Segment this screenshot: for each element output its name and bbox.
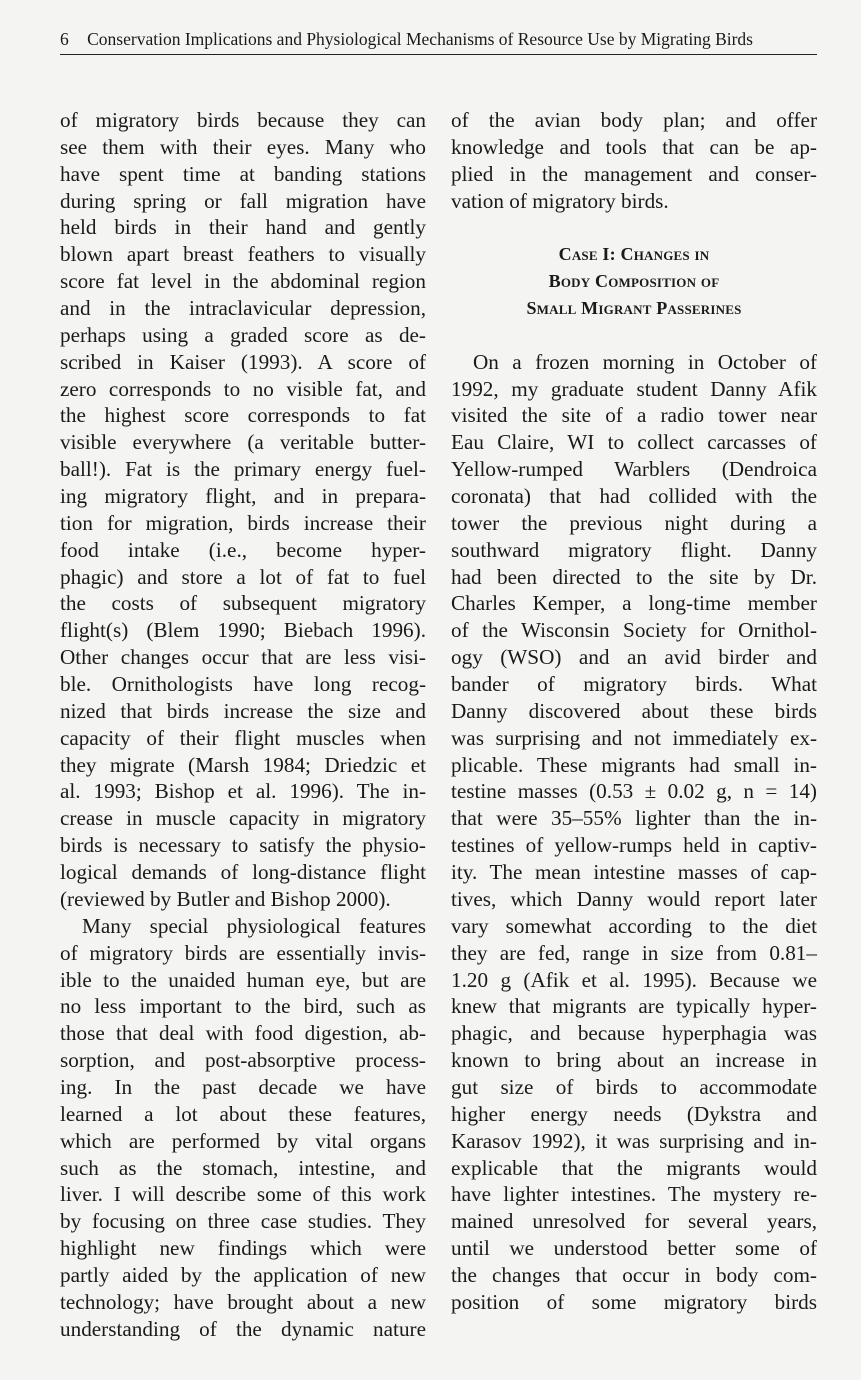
text-line: that were 35–55% lighter than the in- <box>451 806 817 831</box>
text-line: tion for migration, birds increase their <box>60 510 426 535</box>
text-line: no less important to the bird, such as <box>60 994 426 1019</box>
text-line: food intake (i.e., become hyper- <box>60 537 426 562</box>
text-line: sorption, and post-absorptive process- <box>60 1048 426 1073</box>
text-line: such as the stomach, intestine, and <box>60 1155 426 1180</box>
text-line: ible to the unaided human eye, but are <box>60 967 426 992</box>
text-line: knowledge and tools that can be ap- <box>451 134 817 159</box>
text-line: learned a lot about these features, <box>60 1101 426 1126</box>
text-line: highlight new findings which were <box>60 1236 426 1261</box>
text-line: Eau Claire, WI to collect carcasses of <box>451 430 817 455</box>
text-line: until we understood better some of <box>451 1236 817 1261</box>
text-line: birds is necessary to satisfy the physio- <box>60 833 426 858</box>
text-line: of migratory birds because they can <box>60 108 426 132</box>
text-line: ing. In the past decade we have <box>60 1074 426 1099</box>
page-number: 6 <box>60 29 69 49</box>
text-line: have spent time at banding stations <box>60 161 426 186</box>
text-line: and in the intraclavicular depression, <box>60 296 426 321</box>
text-line: partly aided by the application of new <box>60 1262 426 1287</box>
case-heading-line: Small Migrant Passerines <box>526 298 742 319</box>
left-column <box>60 107 426 1343</box>
text-line: plied in the management and conser- <box>451 161 817 186</box>
text-line: score fat level in the abdominal region <box>60 269 426 294</box>
text-line: coronata) that had collided with the <box>451 484 817 509</box>
text-line: liver. I will describe some of this work <box>60 1182 426 1207</box>
case-heading-line: Body Composition of <box>548 271 720 292</box>
running-title: Conservation Implications and Physiological Mechanisms of Resource Use by Migrating Birds <box>87 29 753 49</box>
text-line: knew that migrants are typically hyper- <box>451 994 817 1019</box>
text-line: ball!). Fat is the primary energy fuel- <box>60 457 426 482</box>
spacer <box>451 322 817 349</box>
spacer <box>451 214 817 241</box>
text-line: mained unresolved for several years, <box>451 1209 817 1234</box>
text-line: tives, which Danny would report later <box>451 886 817 911</box>
text-line: Yellow-rumped Warblers (Dendroica <box>451 457 817 482</box>
text-line: flight(s) (Blem 1990; Biebach 1996). <box>60 618 426 643</box>
text-line: the highest score corresponds to fat <box>60 403 426 428</box>
text-line: 1.20 g (Afik et al. 1995). Because we <box>451 967 817 992</box>
text-line: phagic) and store a lot of fat to fuel <box>60 564 426 589</box>
text-line: the costs of subsequent migratory <box>60 591 426 616</box>
text-line: they migrate (Marsh 1984; Driedzic et <box>60 752 426 777</box>
text-line: bander of migratory birds. What <box>451 672 817 697</box>
text-line: testine masses (0.53 ± 0.02 g, n = 14) <box>451 779 817 804</box>
text-line: of the avian body plan; and offer <box>451 108 817 132</box>
text-line: crease in muscle capacity in migratory <box>60 806 426 831</box>
text-line: plicable. These migrants had small in- <box>451 752 817 777</box>
text-line: tower the previous night during a <box>451 510 817 535</box>
case-heading-line: Case I: Changes in <box>558 244 710 265</box>
text-line: position of some migratory birds <box>451 1289 817 1314</box>
text-line: by focusing on three case studies. They <box>60 1209 426 1234</box>
text-line: see them with their eyes. Many who <box>60 134 426 159</box>
text-line: ogy (WSO) and an avid birder and <box>451 645 817 670</box>
text-line: phagic, and because hyperphagia was <box>451 1021 817 1046</box>
text-line: logical demands of long-distance flight <box>60 860 426 885</box>
text-line: perhaps using a graded score as de- <box>60 322 426 347</box>
text-line: ble. Ornithologists have long recog- <box>60 672 426 697</box>
text-line: Charles Kemper, a long-time member <box>451 591 817 616</box>
text-line: testines of yellow-rumps held in captiv- <box>451 833 817 858</box>
text-line: higher energy needs (Dykstra and <box>451 1101 817 1126</box>
text-line: the changes that occur in body com- <box>451 1262 817 1287</box>
text-line: scribed in Kaiser (1993). A score of <box>60 349 426 374</box>
text-line: gut size of birds to accommodate <box>451 1074 817 1099</box>
text-line: zero corresponds to no visible fat, and <box>60 376 426 401</box>
text-line: had been directed to the site by Dr. <box>451 564 817 589</box>
text-line: was surprising and not immediately ex- <box>451 725 817 750</box>
text-line: blown apart breast feathers to visually <box>60 242 426 267</box>
text-line: nized that birds increase the size and <box>60 698 426 723</box>
text-line: Karasov 1992), it was surprising and in- <box>451 1128 817 1153</box>
text-line: of migratory birds are essentially invis- <box>60 940 426 965</box>
text-line: (reviewed by Butler and Bishop 2000). <box>60 886 391 911</box>
text-line: Many special physiological features <box>82 913 426 938</box>
text-line: ing migratory flight, and in prepara- <box>60 484 426 509</box>
text-line: ity. The mean intestine masses of cap- <box>451 860 817 885</box>
text-line: vary somewhat according to the diet <box>451 913 817 938</box>
text-line: have lighter intestines. The mystery re- <box>451 1182 817 1207</box>
text-line: those that deal with food digestion, ab- <box>60 1021 426 1046</box>
text-line: Danny discovered about these birds <box>451 698 817 723</box>
right-column <box>451 107 817 1316</box>
text-line: they are fed, range in size from 0.81– <box>451 940 817 965</box>
text-line: which are performed by vital organs <box>60 1128 426 1153</box>
text-line: explicable that the migrants would <box>451 1155 817 1180</box>
text-line: technology; have brought about a new <box>60 1289 426 1314</box>
text-line: al. 1993; Bishop et al. 1996). The in- <box>60 779 426 804</box>
text-line: On a frozen morning in October of <box>473 349 817 374</box>
text-line: visible everywhere (a veritable butter- <box>60 430 426 455</box>
running-header <box>60 28 817 55</box>
text-line: known to bring about an increase in <box>451 1048 817 1073</box>
text-line: Other changes occur that are less visi- <box>60 645 426 670</box>
text-line: during spring or fall migration have <box>60 188 426 213</box>
text-line: of the Wisconsin Society for Ornithol- <box>451 618 817 643</box>
text-line: 1992, my graduate student Danny Afik <box>451 376 817 401</box>
text-line: southward migratory flight. Danny <box>451 537 817 562</box>
text-line: vation of migratory birds. <box>451 188 669 213</box>
text-line: capacity of their flight muscles when <box>60 725 426 750</box>
text-line: held birds in their hand and gently <box>60 215 426 240</box>
text-line: visited the site of a radio tower near <box>451 403 817 428</box>
text-line: understanding of the dynamic nature <box>60 1316 426 1341</box>
